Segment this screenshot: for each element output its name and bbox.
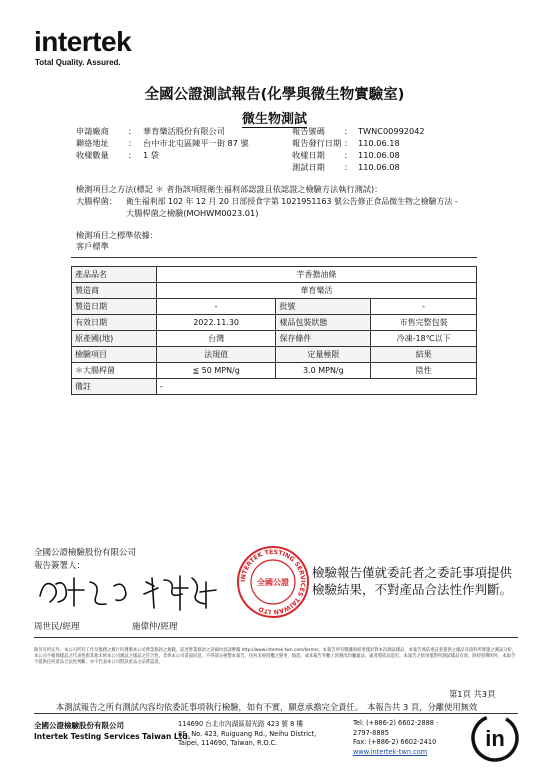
test-date-value: 110.06.08 bbox=[358, 162, 400, 172]
storage-label: 保存條件 bbox=[276, 331, 371, 347]
footer-contact: Tel: (+886-2) 6602-2888 · 2797-8885 Fax: (+886-2) 6602-2410 www.intertek-twn.com bbox=[353, 719, 457, 757]
sample-info-table bbox=[71, 266, 477, 395]
col-item-header: 檢驗項目 bbox=[72, 347, 157, 363]
storage-value: 冷凍-18℃以下 bbox=[371, 331, 477, 347]
mfg-date-value: - bbox=[156, 299, 276, 315]
report-no-label: 報告號碼 bbox=[292, 126, 325, 136]
col-limit-header: 法規值 bbox=[156, 347, 276, 363]
table-row bbox=[72, 299, 477, 315]
origin-value: 台灣 bbox=[156, 331, 276, 347]
mfg-date-label: 製造日期 bbox=[72, 299, 157, 315]
footer-address: 114690 台北市內湖區瑞光路 423 號 8 樓 8F., No. 423, Ruiguang Rd., Neihu District, Taipei, 114690, Taiwan, R.O.C. bbox=[178, 720, 317, 747]
maker-label: 製造商 bbox=[72, 283, 157, 299]
seal-center-text: 全國公證 bbox=[257, 578, 289, 587]
quantity-value: 1 袋 bbox=[143, 150, 159, 160]
intertek-in-icon bbox=[470, 713, 520, 763]
address-label: 聯絡地址 bbox=[76, 138, 109, 148]
table-row bbox=[72, 379, 477, 395]
report-subtitle: 微生物測試 bbox=[241, 112, 307, 127]
report-no-value: TWNC00992042 bbox=[358, 126, 425, 136]
website-link[interactable]: www.intertek-twn.com bbox=[353, 747, 428, 756]
report-title: 全國公證測試報告(化學與微生物實驗室) bbox=[144, 87, 405, 103]
page-number: 第1頁 共3頁 bbox=[449, 689, 496, 699]
table-row bbox=[72, 315, 477, 331]
disclaimer-notice: 檢驗報告僅就委託者之委託事項提供 檢驗結果，不對產品合法性作判斷。 bbox=[312, 565, 513, 597]
applicant-value: 華育樂活股份有限公司 bbox=[143, 126, 225, 136]
standard-value: 客戶標準 bbox=[76, 241, 109, 251]
package-label: 樣品包裝狀態 bbox=[276, 315, 371, 331]
footer-company: 全國公證檢驗股份有限公司 Intertek Testing Services Taiwan Ltd. bbox=[34, 721, 191, 741]
method-item: 大腸桿菌： bbox=[76, 196, 117, 206]
package-value: 市售完整包裝 bbox=[371, 315, 477, 331]
logo-tagline: Total Quality. Assured. bbox=[35, 58, 121, 67]
intertek-logo: intertek bbox=[34, 26, 132, 57]
origin-label: 原產國(地) bbox=[72, 331, 157, 347]
svg-text:INTERTEK TESTING SERVICES TAIW: INTERTEK TESTING SERVICES TAIWAN LTD bbox=[239, 548, 307, 616]
issue-date-label: 報告發行日期 bbox=[292, 138, 342, 148]
method-line-1: 衛生福利部 102 年 12 月 20 日部授食字第 1021951163 號公告修正食品微生物之檢驗方法 - bbox=[126, 197, 458, 206]
signer-1: 周世民/經理 bbox=[34, 622, 80, 632]
issue-date-value: 110.06.18 bbox=[358, 138, 400, 148]
svg-text:in: in bbox=[485, 726, 505, 751]
remark-value: - bbox=[156, 379, 476, 395]
method-line-2: 大腸桿菌之檢驗(MOHWM0023.01) bbox=[126, 208, 259, 218]
footer-rule bbox=[34, 713, 518, 714]
test-loq: 3.0 MPN/g bbox=[276, 363, 371, 379]
product-value: 芋香擔油條 bbox=[156, 267, 476, 283]
method-heading: 檢測項目之方法(標記 ＊ 者指該項經衛生福利部認證且依認證之檢驗方法執行測試)： bbox=[76, 184, 383, 194]
test-item: ＊大腸桿菌 bbox=[72, 363, 157, 379]
receive-date-label: 收樣日期 bbox=[292, 150, 325, 160]
remark-label: 備註 bbox=[72, 379, 157, 395]
table-row bbox=[72, 267, 477, 283]
expiry-label: 有效日期 bbox=[72, 315, 157, 331]
handwritten-signature bbox=[34, 568, 234, 614]
testing-services-seal bbox=[236, 545, 310, 619]
expiry-value: 2022.11.30 bbox=[156, 315, 276, 331]
table-row bbox=[72, 331, 477, 347]
col-result-header: 結果 bbox=[371, 347, 477, 363]
table-row bbox=[72, 283, 477, 299]
signer-label: 報告簽署人： bbox=[34, 561, 86, 571]
table-row bbox=[72, 347, 477, 363]
table-row bbox=[72, 363, 477, 379]
product-label: 產品品名 bbox=[72, 267, 157, 283]
receive-date-value: 110.06.08 bbox=[358, 150, 400, 160]
signing-company: 全國公證檢驗股份有限公司 bbox=[34, 548, 137, 558]
test-result: 陰性 bbox=[371, 363, 477, 379]
col-loq-header: 定量極限 bbox=[276, 347, 371, 363]
signer-2: 施偉仲/經理 bbox=[132, 622, 178, 632]
table-top-rule bbox=[71, 257, 477, 258]
footer-note: 本測試報告之所有測試內容均依委託事項執行檢驗，如有不實，願意承擔完全責任。 本報告共 3 頁，分離使用無效 bbox=[56, 702, 478, 712]
test-date-label: 測試日期 bbox=[292, 162, 325, 172]
test-limit: ≦ 50 MPN/g bbox=[156, 363, 276, 379]
address-value: 台中市北屯區陳平一街 87 號 bbox=[143, 138, 249, 148]
quantity-label: 收樣數量 bbox=[76, 150, 109, 160]
batch-label: 批號 bbox=[276, 299, 371, 315]
standard-heading: 檢測項目之標準依據： bbox=[76, 230, 158, 240]
batch-value: - bbox=[371, 299, 477, 315]
fine-print-rule bbox=[34, 637, 518, 638]
applicant-label: 申請廠商 bbox=[76, 126, 109, 136]
maker-value: 華育樂活 bbox=[156, 283, 476, 299]
fine-print: 除另有約定外，本公司所有工作及服務之履行均遵循本公司營業條款之規範，前述營業條款之詳細內容請參閱 http://www.intertek-twn.com/terms/。本報告所有數據與結果僅針對本次測試樣品，本報告係依委託者提供之樣品及資料所實施之測試分析，本公司不擔保樣品之代表性與其他未經本公司測試之樣品之符合性。非經本公司書面同意，不得部分複製本報告。任何未經授權之變更、偽造、或本報告外觀上的篡改均屬違法，違者將依法追究。本報告之結果僅對所測試樣品有效，除特別聲明外，本報告不提供任何產品合法性判斷，亦不代表本公司對該產品之品質認證。 bbox=[34, 648, 517, 665]
